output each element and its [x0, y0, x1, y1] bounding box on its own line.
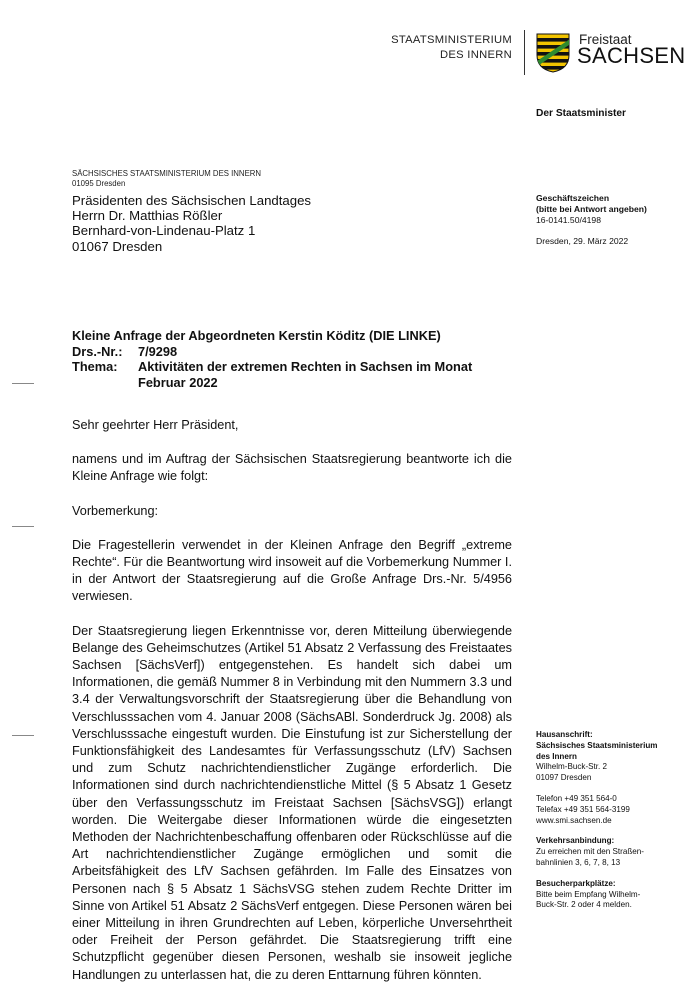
website: www.smi.sachsen.de — [536, 815, 612, 825]
fold-mark — [12, 735, 34, 736]
subject-block — [72, 328, 472, 390]
verkehr-line-2: bahnlinien 3, 6, 7, 8, 13 — [536, 857, 621, 867]
thema-label: Thema: — [72, 359, 118, 374]
sachsen-label: SACHSEN — [577, 43, 686, 68]
sender-line-1: SÄCHSISCHES STAATSMINISTERIUM DES INNERN — [72, 169, 262, 178]
thema-line-1: Aktivitäten der extremen Rechten in Sachsen im Monat — [138, 359, 473, 374]
parking-line-2: Buck-Str. 2 oder 4 melden. — [536, 900, 632, 910]
reference-number: 16-0141.50/4198 — [536, 215, 601, 225]
thema-value — [138, 359, 472, 390]
sender-address — [72, 169, 261, 189]
subject-title: Kleine Anfrage der Abgeordneten Kerstin Köditz (DIE LINKE) — [72, 328, 441, 343]
ministry-line-2: DES INNERN — [440, 49, 512, 61]
subject-table — [72, 344, 472, 391]
freistaat-label: Freistaat — [579, 32, 632, 47]
fold-mark — [12, 383, 34, 384]
sender-line-2: 01095 Dresden — [72, 179, 126, 188]
drs-label: Drs.-Nr.: — [72, 343, 123, 359]
telefon: Telefon +49 351 564-0 — [536, 793, 617, 803]
contact-info — [536, 730, 671, 911]
hausanschrift-line-4: 01097 Dresden — [536, 773, 592, 783]
address-line-4: 01067 Dresden — [72, 238, 163, 254]
hausanschrift-line-2: des Innern — [536, 751, 577, 761]
ministry-line-1: STAATSMINISTERIUM — [391, 34, 512, 46]
address-line-2: Herrn Dr. Matthias Rößler — [72, 208, 223, 224]
reference-label: Geschäftszeichen — [536, 193, 610, 203]
reference-hint: (bitte bei Antwort angeben) — [536, 204, 647, 214]
saxony-coat-of-arms-icon — [536, 33, 570, 73]
intro-paragraph: namens und im Auftrag der Sächsischen Staatsregierung beantworte ich die Kleine Anfrage wie folgt: — [72, 452, 512, 484]
verkehr-line-1: Zu erreichen mit den Straßen- — [536, 847, 644, 857]
vorbemerkung-heading: Vorbemerkung: — [72, 503, 159, 518]
parking-line-1: Bitte beim Empfang Wilhelm- — [536, 889, 641, 899]
drs-value: 7/9298 — [138, 343, 178, 359]
hausanschrift-line-3: Wilhelm-Buck-Str. 2 — [536, 762, 608, 772]
reference-block — [536, 193, 647, 226]
salutation: Sehr geehrter Herr Präsident, — [72, 418, 239, 432]
recipient-address — [72, 193, 311, 254]
telefax: Telefax +49 351 564-3199 — [536, 804, 630, 814]
hausanschrift-label: Hausanschrift: — [536, 730, 593, 739]
minister-title: Der Staatsminister — [536, 108, 627, 119]
paragraph-2: Der Staatsregierung liegen Erkenntnisse vor, deren Mitteilung überwiegende Belange des Geheimschutzes (Artikel 51 Absatz 2 Verfassung des Freistaates Sachsen [SächsVerf]) entgegenstehen. Es handelt sich dabei um Informationen, die gemäß Nummer 8 in Verbindung mit den Nummern 3.3 und 3.4 der Verwaltungsvorschrift der Staatsregierung über die Behandlung von Verschlusssachen vom 4. Januar 2008 (SächsABl. Sonderdruck Jg. 2008) als Verschlusssache eingestuft wurden. Die Einstufung ist zur Sicherstellung der Funktionsfähigkeit des Landesamtes für Verfassungsschutz (LfV) Sachsen und zum Schutz nachrichtendienstlicher Zugänge erforderlich. Die Informationen sind durch nachrichtendienstliche Mittel (§ 5 Absatz 1 Gesetz über den Verfassungsschutz im Freistaat Sachsen [SächsVSG]) erlangt worden. Die Weitergabe dieser Informationen würde die eingesetzten Methoden der Nachrichtenbeschaffung offenbaren oder Rückschlüsse auf die Art nachrichtendienstlicher Zugänge ermöglichen und somit die Arbeitsfähigkeit des LfV Sachsen gefährden. Im Falle des Einsatzes von Personen nach § 5 Absatz 1 SächsVSG stehen zudem Rechte Dritter im Sinne von Artikel 51 Absatz 2 SächsVerf entgegen. Diese Personen wären bei einer Mitteilung in ihren Grundrechten auf Leben, körperliche Unversehrtheit oder Freiheit der Person gefährdet. Die Staatsregierung trifft eine Schutzpflicht gegenüber diesen Personen, weshalb sie insoweit jegliche Handlungen zu unterlassen hat, die zu deren Enttarnung führen könnten. — [72, 623, 512, 982]
header-divider — [524, 30, 525, 75]
letter-body — [72, 417, 512, 984]
punch-mark — [12, 526, 34, 527]
hausanschrift-line-1: Sächsisches Staatsministerium — [536, 740, 658, 750]
address-line-3: Bernhard-von-Lindenau-Platz 1 — [72, 223, 256, 239]
letter-date: Dresden, 29. März 2022 — [536, 236, 629, 246]
paragraph-1: Die Fragestellerin verwendet in der Kleinen Anfrage den Begriff „extreme Rechte“. Für die Beantwortung wird insoweit auf die Vorbemerkung Nummer I. in der Antwort der Staatsregierung auf die Große Anfrage Drs.-Nr. 5/4956 verwiesen. — [72, 537, 512, 604]
ministry-name — [391, 33, 512, 63]
address-line-1: Präsidenten des Sächsischen Landtages — [72, 193, 312, 208]
verkehr-label: Verkehrsanbindung: — [536, 836, 615, 846]
parking-label: Besucherparkplätze: — [536, 878, 616, 888]
thema-line-2: Februar 2022 — [138, 374, 218, 390]
